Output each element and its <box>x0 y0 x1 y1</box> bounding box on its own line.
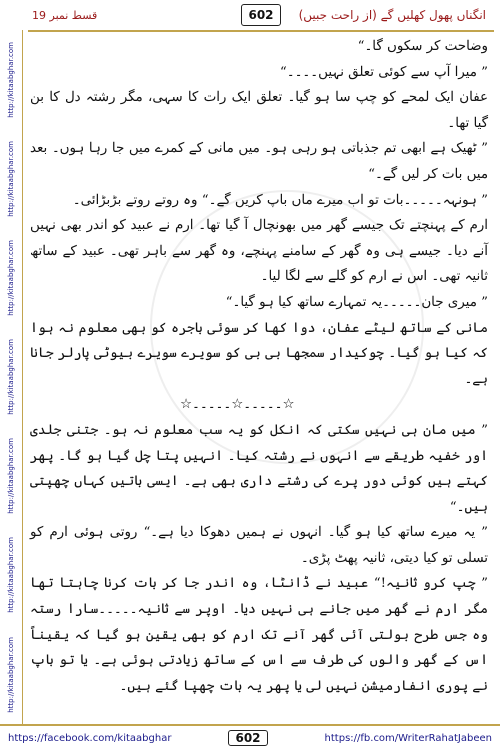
sidebar-watermark-links <box>0 30 23 724</box>
sidebar-url[interactable]: http://kitaabghar.com <box>7 339 15 415</box>
paragraph: مانی کے ساتھ لیٹے عفان، دوا کھا کر سوئی باجرہ کو بھی معلوم نہ ہوا کہ کیا ہو گیا۔ چوکیدار سمجھا بی بی کو سویرے سویرے بیوٹی پارلر جانا ہے۔ <box>30 320 488 387</box>
paragraph: ” میرا آپ سے کوئی تعلق نہیں۔۔۔۔“ <box>279 64 488 80</box>
page-number-bottom: 602 <box>228 730 267 746</box>
paragraph: ” میں مان ہی نہیں سکتی کہ انکل کو یہ سب معلوم نہ ہو۔ جتنی جلدی اور خفیہ طریقے سے انہوں نے رشتہ کیا۔ انہیں پتا چل گیا ہو گا۔ پھر کہتے ہیں کوئی دور پرے کی رشتے داری بھی ہے۔ ایسی باتیں کہاں چھپتی ہیں۔“ <box>30 422 488 515</box>
paragraph: ” میری جان۔۔۔۔۔یہ تمہارے ساتھ کیا ہو گیا۔“ <box>225 294 488 310</box>
paragraph: عفان ایک لمحے کو چپ سا ہو گیا۔ تعلق ایک رات کا سہی، مگر رشتہ دل کا بن گیا تھا۔ <box>30 90 488 131</box>
sidebar-url[interactable]: http://kitaabghar.com <box>7 41 15 118</box>
paragraph: ” ٹھیک ہے ابھی تم جذباتی ہو رہی ہو۔ میں مانی کے کمرے میں جا رہا ہوں۔ بعد میں بات کر لیں گے۔“ <box>30 141 488 182</box>
story-title: انگناں پھول کھلیں گے (از راحت جبیں) <box>298 8 486 22</box>
sidebar-url[interactable]: http://kitaabghar.com <box>7 438 15 515</box>
paragraph: ارم کے پہنچتے تک جیسے گھر میں بھونچال آ گیا تھا۔ ارم نے عبید کو اندر بھی نہیں آنے دیا۔ جیسے ہی وہ گھر کے سامنے پہنچے، وہ گھر سے باہر تھی۔ عبید کے ساتھ ثانیہ تھی۔ اس نے ارم کو گلے سے لگا لیا۔ <box>30 218 488 285</box>
paragraph: ” ہونہہ۔۔۔۔۔بات تو اب میرے ماں باپ کریں گے۔“ وہ روتے روتے بڑبڑائی۔ <box>72 192 488 208</box>
page-number-top: 602 <box>241 4 281 26</box>
sidebar-url[interactable]: http://kitaabghar.com <box>7 239 15 316</box>
issue-number: قسط نمبر 19 <box>32 8 98 22</box>
writer-link[interactable]: https://fb.com/WriterRahatJabeen <box>324 732 492 744</box>
sidebar-url[interactable]: http://kitaabghar.com <box>7 537 15 614</box>
page-footer <box>0 724 500 750</box>
paragraph: ” یہ میرے ساتھ کیا ہو گیا۔ انہوں نے ہمیں دھوکا دیا ہے۔“ روتی ہوئی ارم کو تسلی تو کیا دیتی، ثانیہ پھٹ پڑی۔ <box>30 525 488 566</box>
paragraph: ” چپ کرو ثانیہ!“ عبید نے ڈانٹا، وہ اندر جا کر بات کرنا چاہتا تھا مگر ارم نے گھر میں جانے ہی نہیں دیا۔ اوپر سے ثانیہ۔۔۔۔۔سارا رستہ وہ جس طرح بولتی آئی گھر آنے تک ارم کو بھی یقین ہو گیا کہ یقیناً اس کے گھر والوں کی طرف سے اس کے ساتھ زیادتی ہوئی ہے۔ یا تو باپ نے پوری انفارمیشن نہیں لی یا پھر یہ بات چھپا گئے ہیں۔ <box>30 576 488 694</box>
scene-break: ☆۔۔۔۔۔☆۔۔۔۔۔☆ <box>180 397 295 413</box>
story-text <box>30 34 488 720</box>
page-header <box>28 0 494 32</box>
facebook-link[interactable]: https://facebook.com/kitaabghar <box>8 732 172 744</box>
sidebar-url[interactable]: http://kitaabghar.com <box>7 140 15 217</box>
sidebar-url[interactable]: http://kitaabghar.com <box>7 636 15 713</box>
paragraph: وضاحت کر سکوں گا۔“ <box>357 39 488 54</box>
